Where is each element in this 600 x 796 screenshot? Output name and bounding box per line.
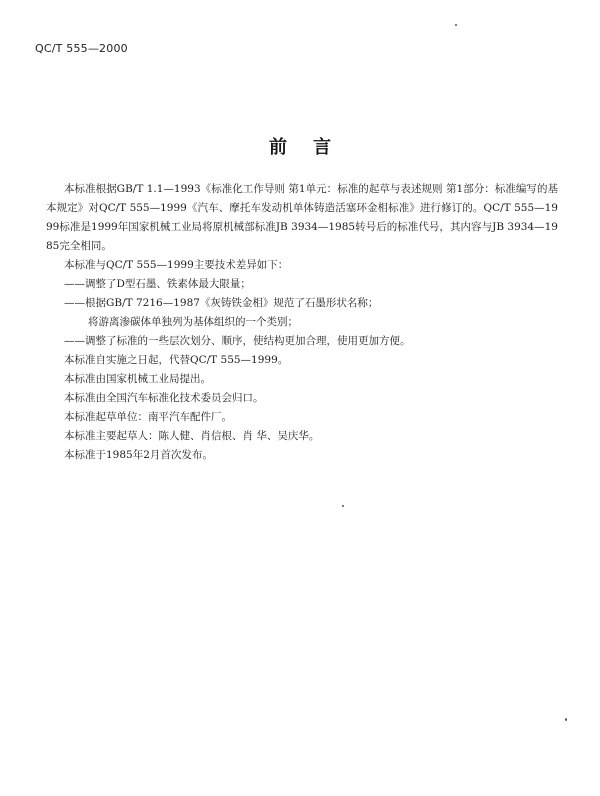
foreword-body xyxy=(46,180,558,465)
scan-speck xyxy=(565,718,567,721)
paragraph-first-issue: 本标准于1985年2月首次发布。 xyxy=(64,449,213,461)
paragraph-drafting-unit: 本标准起草单位：南平汽车配件厂。 xyxy=(64,411,232,423)
paragraph-difference-item-2: ——根据GB/T 7216—1987《灰铸铁金相》规范了石墨形状名称； xyxy=(64,297,379,309)
paragraph-centralized-by: 本标准由全国汽车标准化技术委员会归口。 xyxy=(64,392,264,404)
paragraph-drafters: 本标准主要起草人：陈人健、肖信根、肖 华、吴庆华。 xyxy=(64,430,320,442)
paragraph-replacement: 本标准自实施之日起，代替QC/T 555—1999。 xyxy=(64,354,289,366)
paragraph-difference-item-3: ——调整了标准的一些层次划分、顺序，使结构更加合理，使用更加方便。 xyxy=(64,335,411,347)
paragraph-difference-item-1: ——调整了D型石墨、铁素体最大限量； xyxy=(64,278,251,290)
scan-speck xyxy=(342,505,344,507)
paragraph-revision-basis: 本标准根据GB/T 1.1—1993《标准化工作导则 第1单元：标准的起草与表述规则 第1部分：标准编写的基本规定》对QC/T 555—1999《汽车、摩托车发动机单体铸造活塞环金相标准》进行修订的。QC/T 555—1999标准是1999年国家机械工业局将原机械部标准JB 3934—1985转号后的标准代号，其内容与JB 3934—1985完全相同。 xyxy=(46,183,558,252)
scan-speck xyxy=(455,24,457,26)
paragraph-proposer: 本标准由国家机械工业局提出。 xyxy=(64,373,211,385)
page-title: 前言 xyxy=(269,137,357,158)
standard-code: QC/T 555—2000 xyxy=(35,42,128,55)
paragraph-differences-intro: 本标准与QC/T 555—1999主要技术差异如下： xyxy=(64,259,289,271)
paragraph-difference-item-2-continued: 将游离渗碳体单独列为基体组织的一个类别； xyxy=(88,316,298,328)
